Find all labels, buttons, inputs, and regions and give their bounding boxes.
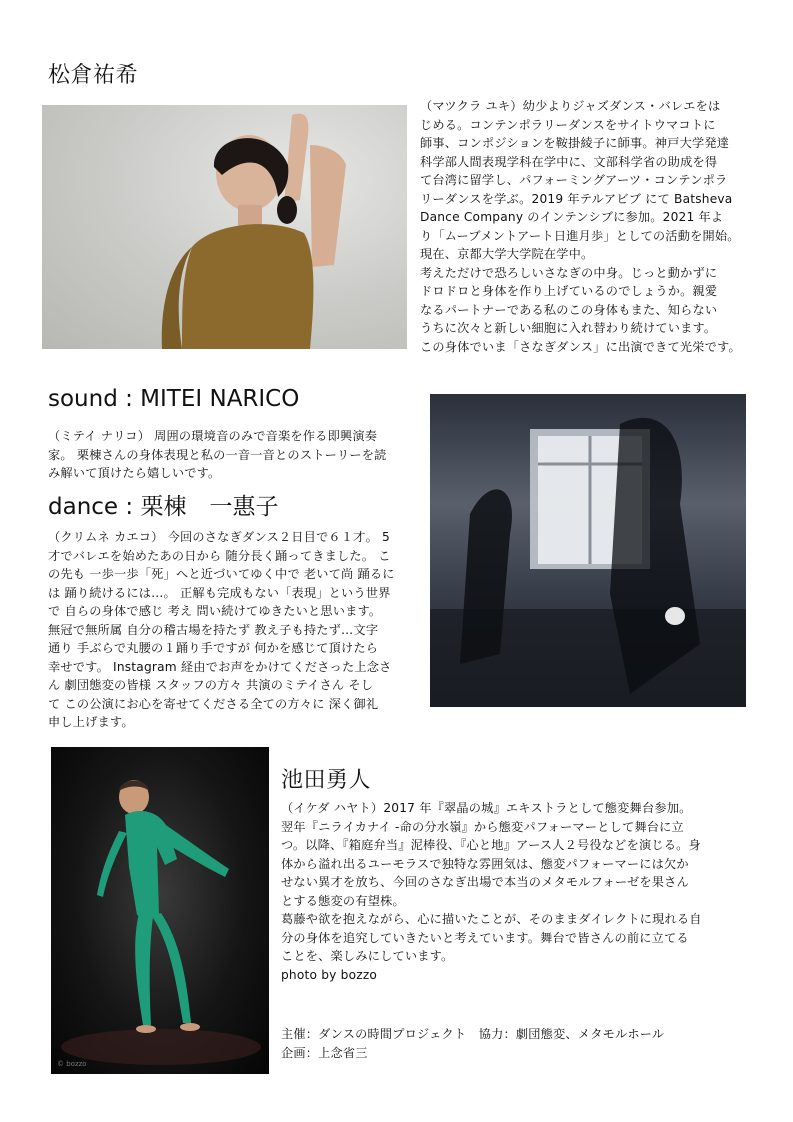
bio-line: み解いて頂けたら嬉しいです。 [48,466,221,480]
bio-line: （ミテイ ナリコ） 周囲の環境音のみで音楽を作る即興演奏 [48,429,378,443]
bio-line: 翌年『ニライカナイ -命の分水嶺』から態変パフォーマーとして舞台に立 [281,819,684,834]
bio-line: なるパートナーである私のこの身体もまた、知らない [420,302,718,317]
photo-matsukura [42,105,407,349]
bio-line: Dance Company のインテンシブに参加。2021 年よ [420,210,724,224]
bio-line: （クリムネ カエコ） 今回のさなぎダンス２日目で６１才。 5 [48,530,391,544]
photo-ikeda [51,747,269,1074]
bio-line: ことを、楽しみにしています。 [281,949,454,963]
bio-line: （マツクラ ユキ）幼少よりジャズダンス・バレエをは [420,99,721,113]
bio-line: 幸せです。 Instagram 経由でお声をかけてくださった上念さ [48,659,392,674]
bio-line: 無冠で無所属 自分の稽古場を持たず 教え子も持たず…文字 [48,622,379,637]
sound-heading: sound : MITEI NARICO [48,386,300,412]
bio-line: 分の身体を追究していきたいと考えています。舞台で皆さんの前に立てる [281,930,689,945]
bio-line: とする態変の有望株。 [281,893,405,908]
bio-line: は 踊り続けるには…。 正解も完成もない「表現」という世界 [48,585,391,600]
dancer-green-illustration [51,747,269,1074]
bio-line: り「ムーブメントアート日進月歩」としての活動を開始。 [420,228,740,243]
bio-line: せない異才を放ち、今回のさなぎ出場で本当のメタモルフォーゼを果さん [281,875,689,889]
bio-line: 通り 手ぶらで丸腰の１踊り手ですが 何かを感じて頂けたら [48,641,379,655]
bio-line: て この公演にお心を寄せてくださる全ての方々に 深く御礼 [48,696,379,711]
photo-credit-mark: © bozzo [57,1060,87,1068]
bio-line: 才でバレエを始めたあの日から 随分長く踊ってきました。 こ [48,548,391,563]
bio-line: つ。以降、『箱庭弁当』泥棒役、『心と地』アース人２号役などを演じる。身 [281,838,701,852]
bio-line: じめる。コンテンポラリーダンスをサイトウマコトに [420,117,716,132]
bio-line: 考えただけで恐ろしいさなぎの中身。じっと動かずに [420,265,718,280]
credits [281,1025,761,1062]
bio-mitei [48,427,428,483]
bio-line: うちに次々と新しい細胞に入れ替わり続けています。 [420,321,717,335]
bio-line: この身体でいま「さなぎダンス」に出演できて光栄です。 [420,339,741,354]
bio-line: 家。 栗棟さんの身体表現と私の一音一音とのストーリーを読 [48,447,387,462]
performer-name-matsukura: 松倉祐希 [48,63,139,88]
credits-planning: 企画：上念省三 [281,1045,368,1060]
bio-line: 現在、京都大学大学院在学中。 [420,247,594,261]
bio-line: の先も 一歩一歩「死」へと近づいてゆく中で 老いて尚 踊るに [48,567,395,581]
bio-line: リーダンスを学ぶ。2019 年テルアビブ にて Batsheva [420,191,733,206]
bio-kurimune [48,528,428,732]
photo-credit: photo by bozzo [281,967,378,982]
bio-line: 科学部人間表現学科在学中に、文部科学省の助成を得 [420,154,718,169]
bio-line: 体から溢れ出るユーモラスで独特な雰囲気は、態変パフォーマーには欠か [281,856,689,871]
bio-line: ん 劇団態変の皆様 スタッフの方々 共演のミテイさん そし [48,678,374,692]
photo-sound-dance [430,394,746,707]
bio-matsukura [420,97,760,356]
dancer-illustration [42,105,407,349]
bio-line: 申し上げます。 [48,715,134,729]
bio-line: 師事、コンポジションを鞍掛綾子に師事。神戸大学発達 [420,136,730,150]
performer-name-ikeda: 池田勇人 [281,768,372,793]
bio-line: で 自らの身体で感じ 考え 問い続けてゆきたいと思います。 [48,604,382,618]
bio-line: 葛藤や欲を抱えながら、心に描いたことが、そのままダイレクトに現れる自 [281,912,702,926]
bio-line: （イケダ ハヤト）2017 年『翠晶の城』エキストラとして態変舞台参加。 [281,801,692,815]
bio-line: て台湾に留学し、パフォーミングアーツ・コンテンポラ [420,173,728,187]
bio-line: ドロドロと身体を作り上げているのでしょうか。親愛 [420,284,718,298]
credits-organizer: 主催：ダンスの時間プロジェクト 協力：劇団態変、メタモルホール [281,1027,665,1041]
window-scene-illustration [430,394,746,707]
dance-heading: dance : 栗棟 一惠子 [48,494,279,520]
bio-ikeda [281,799,766,984]
